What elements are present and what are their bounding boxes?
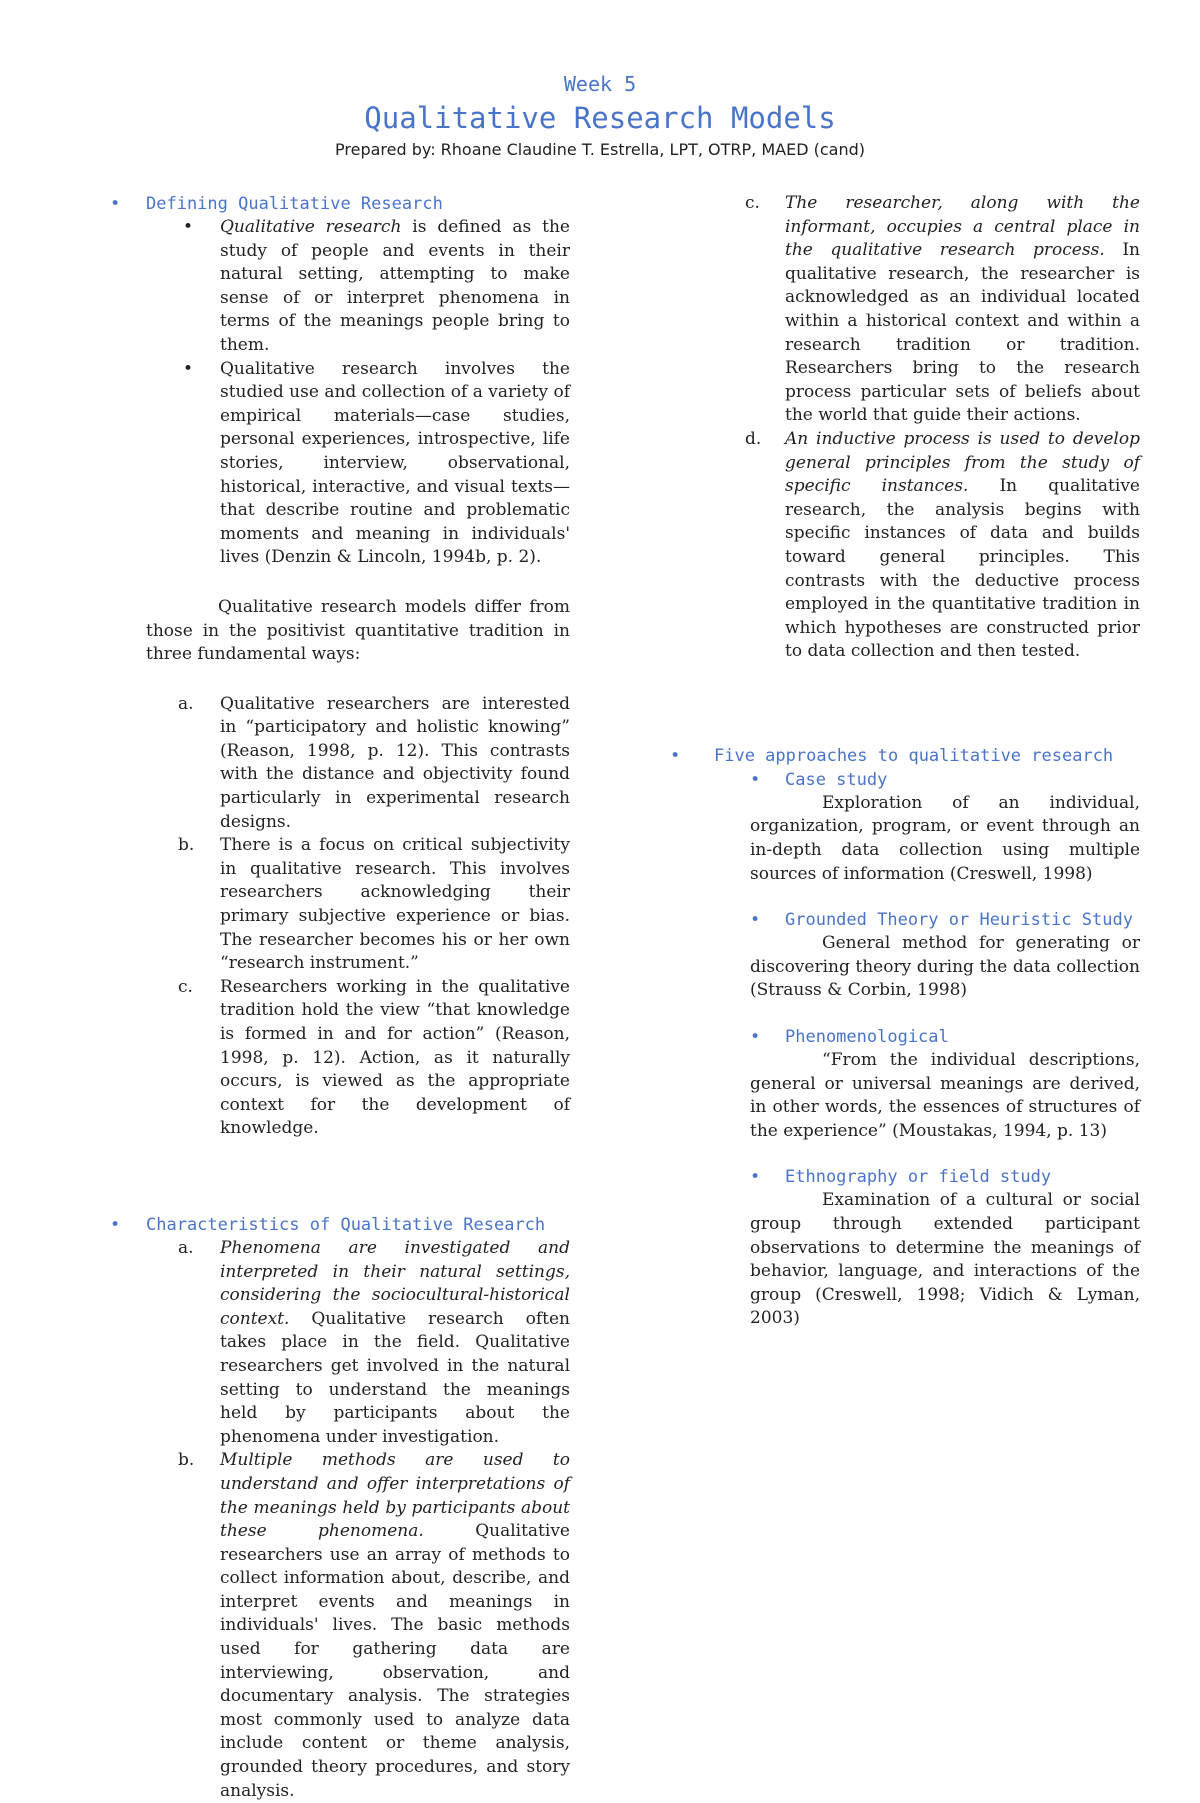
page-title: Qualitative Research Models	[364, 101, 836, 135]
bullet-icon: •	[183, 217, 194, 237]
list-item: b. Multiple methods are used to understand and offer interpretations of the meanings held by participants about these phenomena. Qualitative researchers use an array of methods to collect information about, describe, and interpret events and meanings in individuals' lives. The basic methods used for gathering data are interviewing, observation, and documentary analysis. The strategies most commonly used to analyze data include content or theme analysis, grounded theory procedures, and story analysis.	[178, 1450, 570, 1801]
bullet-icon: •	[183, 358, 194, 379]
week-label: Week 5	[563, 72, 637, 96]
approach-description: Examination of a cultural or social group through extended participant observations to determine the meanings of behavior, language, and interactions of the group (Creswell, 1998; Vidich & Lyman, 2003)	[750, 1190, 1140, 1329]
page-header	[0, 70, 1200, 162]
approach-heading: • Grounded Theory or Heuristic Study	[750, 910, 1133, 931]
bullet-icon: •	[750, 1027, 761, 1048]
bullet-icon: •	[750, 910, 761, 931]
bullet-materials: • Qualitative research involves the studied use and collection of a variety of empirical materials—case studies, personal experiences, introspective, life stories, interview, observational, historical, interactive, and visual texts—that describe routine and problematic moments and meaning in individuals' lives (Denzin & Lincoln, 1994b, p. 2).	[183, 358, 570, 568]
left-column	[110, 192, 570, 1803]
bullet-definition: • Qualitative research is defined as the study of people and events in their natural setting, attempting to make sense of or interpret phenomena in terms of the meanings people bring to them.	[183, 217, 570, 355]
section-heading-approaches: • Five approaches to qualitative research	[670, 745, 1114, 766]
prepared-by: Prepared by: Rhoane Claudine T. Estrella, LPT, OTRP, MAED (cand)	[335, 140, 865, 159]
list-item: c. The researcher, along with the informant, occupies a central place in the qualitative research process. In qualitative research, the researcher is acknowledged as an individual located within a historical context and within a research tradition or tradition. Researchers bring to the research process particular sets of beliefs about the world that guide their actions.	[745, 193, 1140, 426]
list-item: b. There is a focus on critical subjectivity in qualitative research. This involves researchers acknowledging their primary subjective experience or bias. The researcher becomes his or her own “research instrument.”	[178, 835, 570, 974]
approach-description: “From the individual descriptions, general or universal meanings are derived, in other words, the essences of structures of the experience” (Moustakas, 1994, p. 13)	[750, 1050, 1140, 1141]
bullet-icon: •	[110, 1214, 121, 1235]
bullet-icon: •	[670, 745, 681, 766]
bullet-icon: •	[750, 1167, 761, 1188]
bullet-icon: •	[750, 769, 761, 790]
list-item: a. Qualitative researchers are interested in “participatory and holistic knowing” (Reason, 1998, p. 12). This contrasts with the distance and objectivity found particularly in experimental research designs.	[178, 693, 570, 832]
list-item: d. An inductive process is used to develop general principles from the study of specific instances. In qualitative research, the analysis begins with specific instances of data and builds toward general principles. This contrasts with the deductive process employed in the quantitative tradition in which hypotheses are constructed prior to data collection and then tested.	[745, 428, 1140, 662]
right-column	[670, 192, 1140, 1331]
section-heading-defining: • Defining Qualitative Research	[110, 194, 443, 214]
approach-heading: • Phenomenological	[750, 1027, 949, 1048]
approach-heading: • Ethnography or field study	[750, 1167, 1052, 1188]
bullet-icon: •	[110, 194, 121, 214]
section-heading-characteristics: • Characteristics of Qualitative Research	[110, 1214, 546, 1235]
intro-paragraph: Qualitative research models differ from those in the positivist quantitative tradition in three fundamental ways:	[146, 596, 570, 665]
approach-description: Exploration of an individual, organization, program, or event through an in-depth data collection using multiple sources of information (Creswell, 1998)	[750, 792, 1140, 884]
approach-heading: • Case study	[750, 769, 888, 790]
approach-description: General method for generating or discovering theory during the data collection (Strauss & Corbin, 1998)	[750, 933, 1140, 1001]
list-item: a. Phenomena are investigated and interpreted in their natural settings, considering the sociocultural-historical context. Qualitative research often takes place in the field. Qualitative researchers get involved in the natural setting to understand the meanings held by participants about the phenomena under investigation.	[178, 1237, 570, 1447]
list-item: c. Researchers working in the qualitative tradition hold the view “that knowledge is formed in and for action” (Reason, 1998, p. 12). Action, as it naturally occurs, is viewed as the appropriate context for the development of knowledge.	[178, 976, 570, 1139]
